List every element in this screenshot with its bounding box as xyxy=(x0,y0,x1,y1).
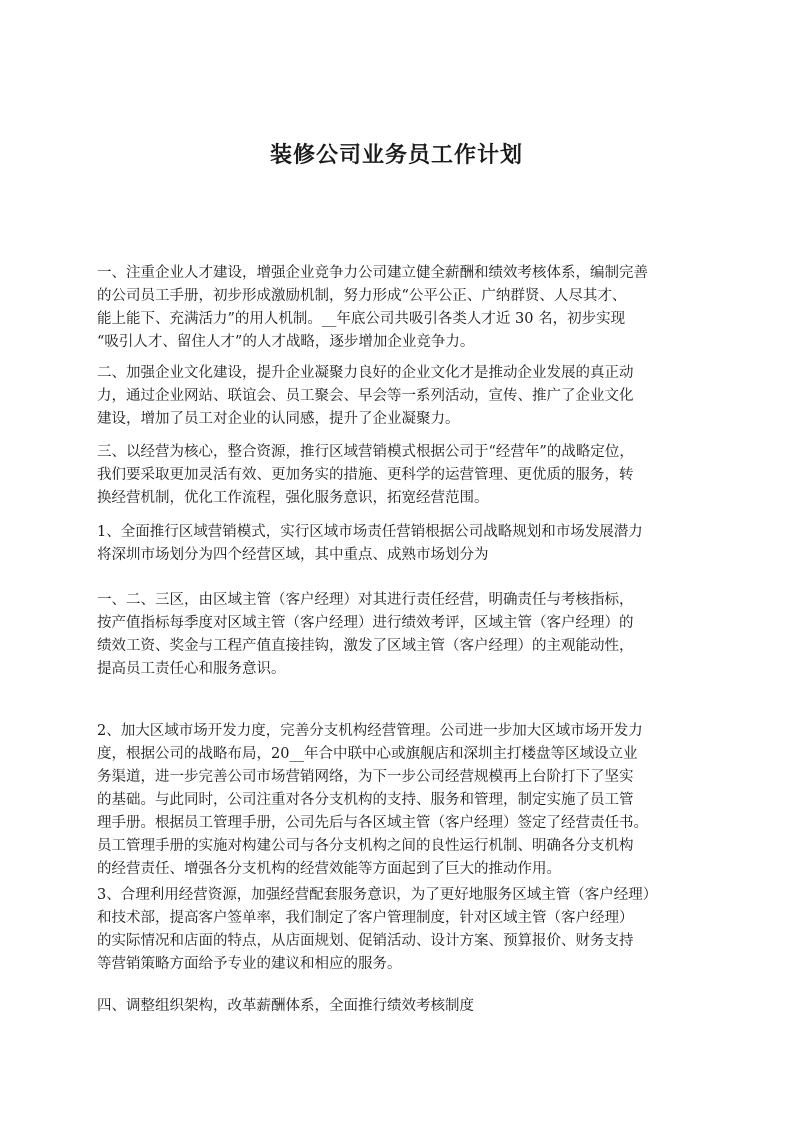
paragraph-line: 的基础。与此同时，公司注重对各分支机构的支持、服务和管理，制定实施了员工管 xyxy=(97,792,634,808)
paragraph-6 xyxy=(97,720,712,881)
paragraph-line: 务渠道，进一步完善公司市场营销网络，为下一步公司经营规模再上台阶打下了坚实 xyxy=(97,769,634,785)
document-title: 装修公司业务员工作计划 xyxy=(269,143,523,168)
paragraph-1 xyxy=(97,262,712,354)
paragraph-line: “吸引人才、留住人才”的人才战略，逐步增加企业竞争力。 xyxy=(97,334,475,350)
paragraph-8 xyxy=(97,995,712,1018)
paragraph-line: 换经营机制，优化工作流程，强化服务意识，拓宽经营范围。 xyxy=(97,490,489,506)
paragraph-line: 3、合理利用经营资源，加强经营配套服务意识，为了更好地服务区域主管（客户经理） xyxy=(97,887,658,903)
paragraph-line: 等营销策略方面给予专业的建议和相应的服务。 xyxy=(97,956,402,972)
paragraph-line: 理手册。根据员工管理手册，公司先后与各区域主管（客户经理）签定了经营责任书。 xyxy=(97,815,648,831)
paragraph-line: 度，根据公司的战略布局，20__年合中联中心或旗舰店和深圳主打楼盘等区域设立业 xyxy=(97,746,638,762)
paragraph-line: 的公司员工手册，初步形成激励机制，努力形成“公平公正、广纳群贤、人尽其才、 xyxy=(97,288,627,304)
paragraph-line: 的经营责任、增强各分支机构的经营效能等方面起到了巨大的推动作用。 xyxy=(97,861,561,877)
paragraph-line: 绩效工资、奖金与工程产值直接挂钩，激发了区域主管（客户经理）的主观能动性， xyxy=(97,638,634,654)
paragraph-line: 一、二、三区，由区域主管（客户经理）对其进行责任经营，明确责任与考核指标， xyxy=(97,592,634,608)
paragraph-line: 三、以经营为核心，整合资源，推行区域营销模式根据公司于“经营年”的战略定位， xyxy=(97,444,634,460)
paragraph-line: 我们要采取更加灵活有效、更加务实的措施、更科学的运营管理、更优质的服务，转 xyxy=(97,467,634,483)
paragraph-4 xyxy=(97,521,712,567)
paragraph-line: 2、加大区域市场开发力度，完善分支机构经营管理。公司进一步加大区域市场开发力 xyxy=(97,723,643,739)
paragraph-2 xyxy=(97,362,712,431)
paragraph-line: 二、加强企业文化建设，提升企业凝聚力良好的企业文化才是推动企业发展的真正动 xyxy=(97,365,634,381)
paragraph-line: 四、调整组织架构，改革薪酬体系，全面推行绩效考核制度 xyxy=(97,998,474,1014)
paragraph-line: 提高员工责任心和服务意识。 xyxy=(97,661,286,677)
paragraph-line: 建设，增加了员工对企业的认同感，提升了企业凝聚力。 xyxy=(97,411,460,427)
paragraph-line: 员工管理手册的实施对构建公司与各分支机构之间的良性运行机制、明确各分支机构 xyxy=(97,838,634,854)
paragraph-line: 和技术部，提高客户签单率，我们制定了客户管理制度，针对区域主管（客户经理） xyxy=(97,910,634,926)
paragraph-line: 一、注重企业人才建设，增强企业竞争力公司建立健全薪酬和绩效考核体系，编制完善 xyxy=(97,265,648,281)
paragraph-3 xyxy=(97,441,712,510)
paragraph-line: 将深圳市场划分为四个经营区域，其中重点、成熟市场划分为 xyxy=(97,547,489,563)
paragraph-line: 按产值指标每季度对区域主管（客户经理）进行绩效考评，区域主管（客户经理）的 xyxy=(97,615,634,631)
paragraph-line: 1、全面推行区域营销模式，实行区域市场责任营销根据公司战略规划和市场发展潜力 xyxy=(97,524,643,540)
paragraph-5 xyxy=(97,589,712,681)
paragraph-line: 力，通过企业网站、联谊会、员工聚会、早会等一系列活动，宣传、推广了企业文化 xyxy=(97,388,634,404)
paragraph-line: 能上能下、充满活力”的用人机制。__年底公司共吸引各类人才近 30 名，初步实现 xyxy=(97,311,626,327)
paragraph-line: 的实际情况和店面的特点，从店面规划、促销活动、设计方案、预算报价、财务支持 xyxy=(97,933,634,949)
paragraph-7 xyxy=(97,884,712,976)
